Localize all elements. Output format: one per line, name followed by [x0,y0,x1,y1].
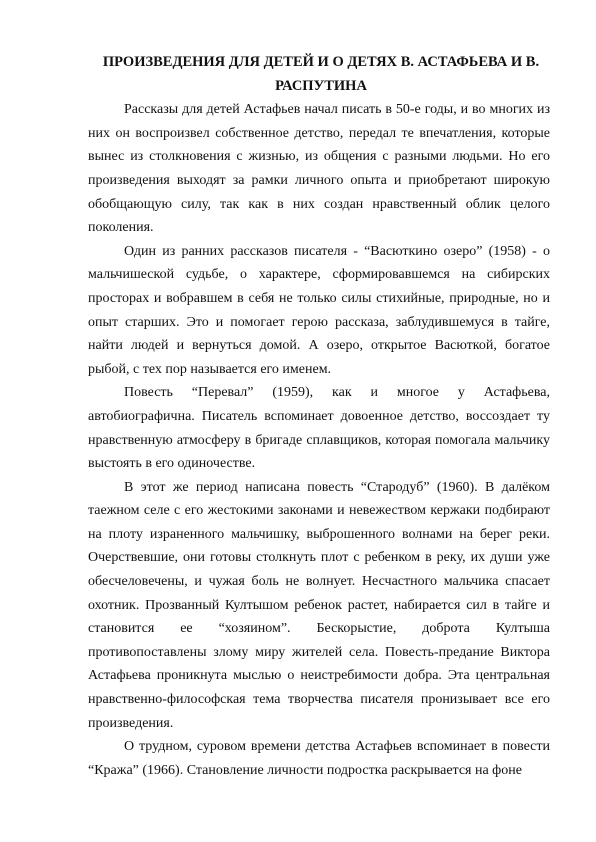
paragraph-3: Повесть “Перевал” (1959), как и многое у Астафьева, автобиографична. Писатель вспоминает довоенное детство, воссоздает ту нравственную атмосферу в бригаде сплавщиков, которая помогала мальчику выстоять в его одиночестве. [88,385,550,472]
paragraph-1: Рассказы для детей Астафьев начал писать в 50-е годы, и во многих из них он воспроизвел собственное детство, передал те впечатления, которые вынес из столкновения с жизнью, из общения с разными людьми. Но его произведения выходят за рамки личного опыта и приобретают широкую обобщающую силу, так как в них создан нравственный облик целого поколения. [88,102,550,236]
paragraph-2: Один из ранних рассказов писателя - “Васюткино озеро” (1958) - о мальчишеской судьбе, о характере, сформировавшемся на сибирских просторах и вобравшем в себя не только силы стихийные, природные, но и опыт старших. Это и помогает герою рассказа, заблудившемуся в тайге, найти людей и вернуться домой. А озеро, открытое Васюткой, богатое рыбой, с тех пор называется его именем. [88,243,550,377]
document-body [88,51,550,782]
document-title: ПРОИЗВЕДЕНИЯ ДЛЯ ДЕТЕЙ И О ДЕТЯХ В. АСТАФЬЕВА И В. РАСПУТИНА [102,54,540,94]
paragraph-4: В этот же период написана повесть “Стародуб” (1960). В далёком таежном селе с его жестокими законами и невежеством кержаки подбирают на плоту израненного мальчишку, выброшенного волнами на берег реки. Очерствевшие, они готовы столкнуть плот с ребенком в реку, их души уже обесчеловечены, и чужая боль не волнует. Несчастного мальчика спасает охотник. Прозванный Култышом ребенок растет, набирается сил в тайге и становится ее “хозяином”. Бескорыстие, доброта Култыша противопоставлены злому миру жителей села. Повесть-предание Виктора Астафьева проникнута мыслью о неистребимости добра. Эта центральная нравственно-философская тема творчества писателя пронизывает все его произведения. [88,479,550,731]
paragraph-5: О трудном, суровом времени детства Астафьев вспоминает в повести “Кража” (1966). Становление личности подростка раскрывается на фоне [88,739,550,778]
